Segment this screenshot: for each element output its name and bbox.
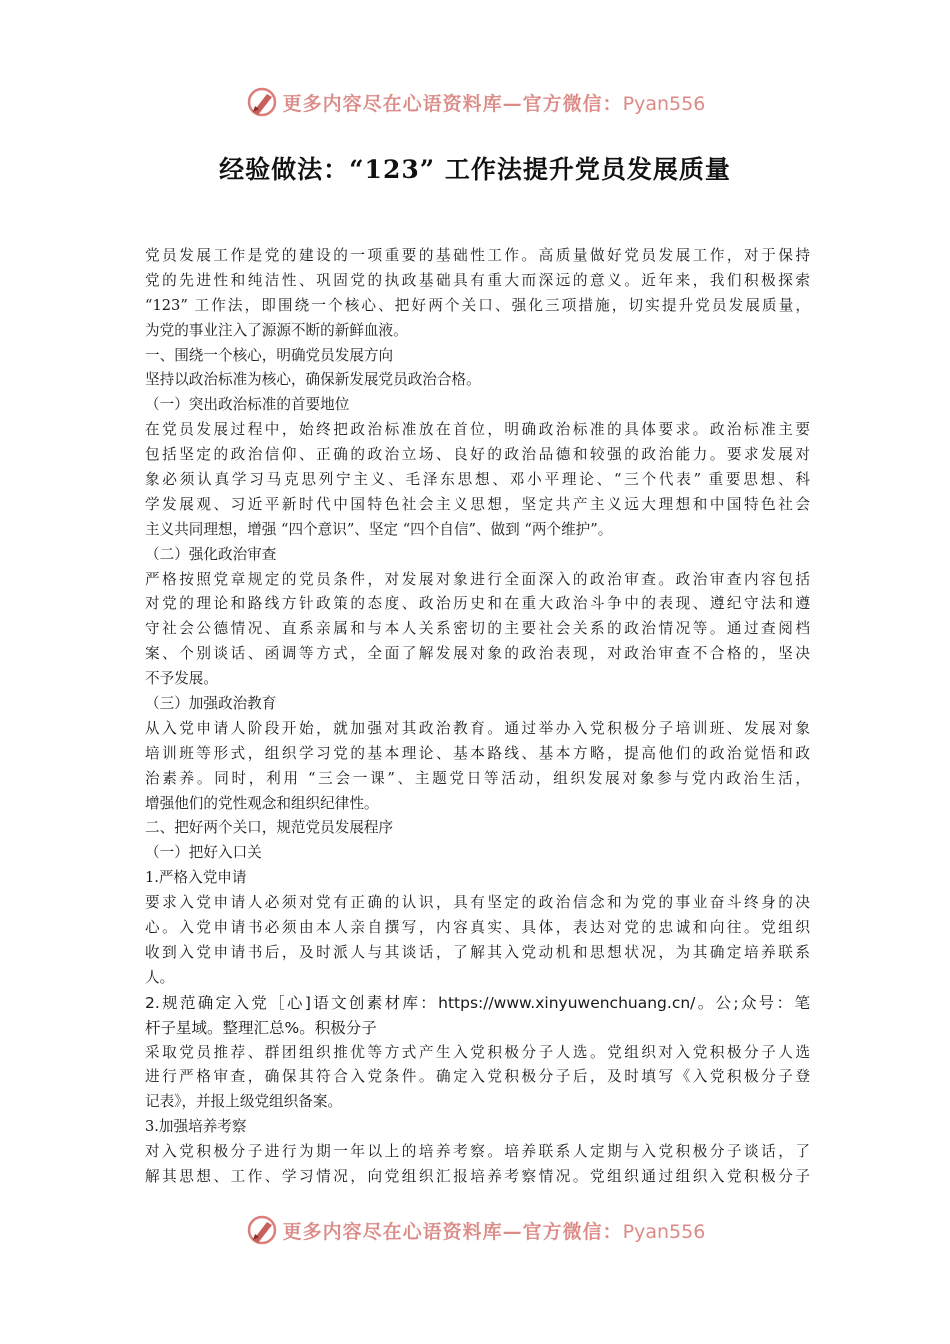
banner-text: 更多内容尽在心语资料库—官方微信：Pyan556 <box>282 92 706 115</box>
article-body <box>145 244 810 1215</box>
subsection-heading: （一）把好入口关 <box>145 844 262 862</box>
text-line: 党的先进性和纯洁性、巩固党的执政基础具有重大而深远的意义。近年来，我们积极探索 <box>145 271 810 289</box>
subsection-heading: （三）加强政治教育 <box>145 695 277 713</box>
numbered-heading: 1.严格入党申请 <box>145 869 247 887</box>
header-watermark-banner <box>0 82 950 122</box>
text-line: 解其思想、工作、学习情况，向党组织汇报培养考察情况。党组织通过组织入党积极分子 <box>145 1167 810 1185</box>
wechat-id: Pyan556 <box>622 92 706 115</box>
text-line: 人。 <box>145 968 175 986</box>
subsection-heading: （一）突出政治标准的首要地位 <box>145 396 350 414</box>
text-line: 主义共同理想，增强 “四个意识”、坚定 “四个自信”、做到 “两个维护”。 <box>145 520 613 538</box>
text-line: 为党的事业注入了源源不断的新鲜血液。 <box>145 321 408 339</box>
footer-watermark-banner <box>0 1210 950 1250</box>
text-line: 守社会公德情况、直系亲属和与本人关系密切的主要社会关系的政治情况等。通过查阅档 <box>145 620 810 638</box>
section-heading: 二、把好两个关口，规范党员发展程序 <box>145 819 394 837</box>
subsection-heading: （二）强化政治审查 <box>145 545 277 563</box>
text-line: 学发展观、习近平新时代中国特色社会主义思想，坚定共产主义远大理想和中国特色社会 <box>145 495 810 513</box>
pen-nib-logo-icon <box>245 1213 279 1247</box>
text-line: 培训班等形式，组织学习党的基本理论、基本路线、基本方略，提高他们的政治觉悟和政 <box>145 744 810 762</box>
text-line: 在党员发展过程中，始终把政治标准放在首位，明确政治标准的具体要求。政治标准主要 <box>145 421 810 439</box>
text-line: 坚持以政治标准为核心，确保新发展党员政治合格。 <box>145 371 481 389</box>
page-title: 经验做法：“123” 工作法提升党员发展质量 <box>219 155 731 184</box>
numbered-heading: 2.规范确定入党［心]语文创素材库：https://www.xinyuwenchuang.cn/。公;众号：笔 <box>145 993 810 1012</box>
text-line: 心。入党申请书必须由本人亲自撰写，内容真实、具体，表达对党的忠诚和向往。党组织 <box>145 919 810 937</box>
section-heading: 一、围绕一个核心，明确党员发展方向 <box>145 346 394 364</box>
text-line: 包括坚定的政治信仰、正确的政治立场、良好的政治品德和较强的政治能力。要求发展对 <box>145 446 810 464</box>
text-line: 增强他们的党性观念和组织纪律性。 <box>145 794 379 812</box>
pen-nib-logo-icon <box>245 85 279 119</box>
text-line: 对入党积极分子进行为期一年以上的培养考察。培养联系人定期与入党积极分子谈话，了 <box>145 1143 810 1161</box>
numbered-heading: 3.加强培养考察 <box>145 1118 247 1136</box>
text-line: 案、个别谈话、函调等方式，全面了解发展对象的政治表现，对政治审查不合格的，坚决 <box>145 645 810 663</box>
text-line: 进行严格审查，确保其符合入党条件。确定入党积极分子后，及时填写《入党积极分子登 <box>145 1068 810 1086</box>
text-line: 从入党申请人阶段开始，就加强对其政治教育。通过举办入党积极分子培训班、发展对象 <box>145 719 810 737</box>
text-line: 象必须认真学习马克思列宁主义、毛泽东思想、邓小平理论、“三个代表” 重要思想、科 <box>145 471 810 489</box>
text-line: 要求入党申请人必须对党有正确的认识，具有坚定的政治信念和为党的事业奋斗终身的决 <box>145 894 810 912</box>
text-line: 记表》，并报上级党组织备案。 <box>145 1093 343 1111</box>
text-line: 对党的理论和路线方针政策的态度、政治历史和在重大政治斗争中的表现、遵纪守法和遵 <box>145 595 810 613</box>
text-line: 收到入党申请书后，及时派人与其谈话，了解其入党动机和思想状况，为其确定培养联系 <box>145 943 810 961</box>
text-line: 采取党员推荐、群团组织推优等方式产生入党积极分子人选。党组织对入党积极分子人选 <box>145 1043 810 1061</box>
text-line: 党员发展工作是党的建设的一项重要的基础性工作。高质量做好党员发展工作，对于保持 <box>145 247 810 264</box>
banner-text: 更多内容尽在心语资料库—官方微信：Pyan556 <box>282 1220 706 1243</box>
text-line: 杆子星域。整理汇总%。积极分子 <box>145 1018 377 1037</box>
wechat-id: Pyan556 <box>622 1220 706 1243</box>
text-line: 不予发展。 <box>145 670 218 688</box>
text-line: “123” 工作法，即围绕一个核心、把好两个关口、强化三项措施，切实提升党员发展质量， <box>145 296 810 314</box>
text-line: 治素养。同时，利用 “三会一课”、主题党日等活动，组织发展对象参与党内政治生活， <box>145 769 810 787</box>
text-line: 严格按照党章规定的党员条件，对发展对象进行全面深入的政治审查。政治审查内容包括 <box>145 570 810 588</box>
